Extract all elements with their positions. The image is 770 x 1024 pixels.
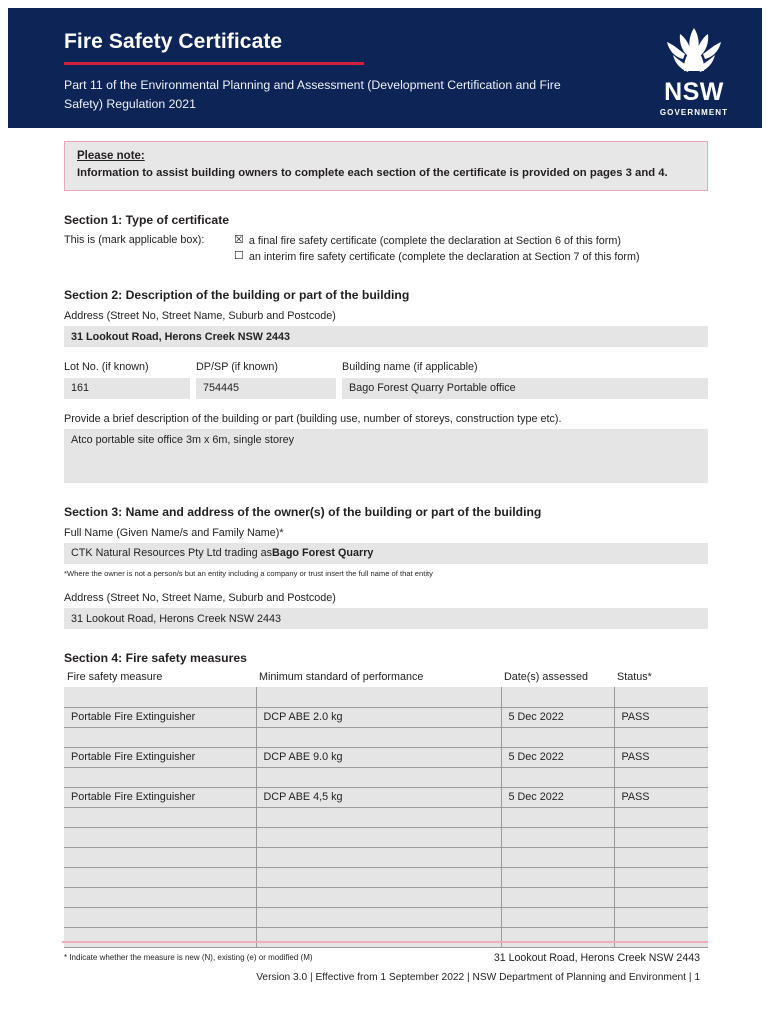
section-2-heading: Section 2: Description of the building or part of the building bbox=[64, 288, 410, 303]
cell-date[interactable] bbox=[501, 907, 614, 927]
cell-measure[interactable] bbox=[64, 807, 256, 827]
owner-fullname-trading-name: Bago Forest Quarry bbox=[272, 547, 374, 560]
cell-status[interactable] bbox=[614, 827, 708, 847]
checkbox-interim-icon[interactable]: ☐ bbox=[234, 250, 244, 263]
owner-address-value[interactable]: 31 Lookout Road, Herons Creek NSW 2443 bbox=[64, 608, 708, 629]
please-note-title: Please note: bbox=[77, 150, 145, 162]
nsw-logo-tagline: GOVERNMENT bbox=[659, 108, 729, 117]
building-name-label: Building name (if applicable) bbox=[342, 361, 478, 374]
cell-measure[interactable] bbox=[64, 767, 256, 787]
checkbox-final-icon[interactable]: ☒ bbox=[234, 233, 244, 246]
certificate-type-interim-option[interactable] bbox=[234, 249, 708, 266]
cell-standard[interactable] bbox=[256, 907, 501, 927]
cell-status[interactable] bbox=[614, 907, 708, 927]
table-row-empty bbox=[64, 807, 708, 827]
title-accent-rule bbox=[64, 62, 364, 65]
owner-fullname-plain: CTK Natural Resources Pty Ltd trading as bbox=[71, 547, 273, 560]
nsw-waratah-icon bbox=[655, 26, 733, 78]
cell-date[interactable] bbox=[501, 887, 614, 907]
cell-status[interactable]: PASS bbox=[614, 747, 708, 767]
cell-standard[interactable]: DCP ABE 4,5 kg bbox=[256, 787, 501, 807]
certificate-type-final-option[interactable] bbox=[234, 233, 708, 250]
cell-status[interactable]: PASS bbox=[614, 787, 708, 807]
cell-standard[interactable] bbox=[256, 827, 501, 847]
table-row-empty bbox=[64, 827, 708, 847]
cell-date[interactable] bbox=[501, 927, 614, 947]
cell-measure[interactable] bbox=[64, 827, 256, 847]
cell-date[interactable] bbox=[501, 827, 614, 847]
cell-standard[interactable] bbox=[256, 807, 501, 827]
cell-date[interactable] bbox=[501, 867, 614, 887]
cell-date[interactable]: 5 Dec 2022 bbox=[501, 747, 614, 767]
cell-status[interactable] bbox=[614, 767, 708, 787]
table-row bbox=[64, 787, 708, 807]
cell-status[interactable] bbox=[614, 927, 708, 947]
cell-status[interactable]: PASS bbox=[614, 707, 708, 727]
cell-standard[interactable] bbox=[256, 887, 501, 907]
please-note-body: Information to assist building owners to complete each section of the certificate is provided on pages 3 and 4. bbox=[77, 167, 668, 179]
document-header bbox=[8, 8, 762, 128]
status-legend-footnote: * Indicate whether the measure is new (N), existing (e) or modified (M) bbox=[64, 952, 313, 962]
page-title: Fire Safety Certificate bbox=[64, 30, 283, 53]
cell-date[interactable]: 5 Dec 2022 bbox=[501, 787, 614, 807]
table-row-empty bbox=[64, 687, 708, 707]
certificate-type-interim-label: an interim fire safety certificate (complete the declaration at Section 7 of this form) bbox=[248, 251, 640, 264]
column-header-standard: Minimum standard of performance bbox=[256, 671, 501, 687]
cell-status[interactable] bbox=[614, 807, 708, 827]
building-description-label: Provide a brief description of the building or part (building use, number of storeys, construction type etc). bbox=[64, 412, 562, 425]
cell-measure[interactable] bbox=[64, 847, 256, 867]
cell-standard[interactable] bbox=[256, 867, 501, 887]
building-address-label: Address (Street No, Street Name, Suburb and Postcode) bbox=[64, 310, 336, 323]
table-row-empty bbox=[64, 727, 708, 747]
cell-standard[interactable]: DCP ABE 2.0 kg bbox=[256, 707, 501, 727]
document-subtitle: Part 11 of the Environmental Planning and Assessment (Development Certification and Fire Safety) Regulation 2021 bbox=[64, 78, 561, 112]
cell-date[interactable]: 5 Dec 2022 bbox=[501, 707, 614, 727]
section-4-heading: Section 4: Fire safety measures bbox=[64, 651, 247, 666]
cell-standard[interactable] bbox=[256, 727, 501, 747]
table-header-row bbox=[64, 671, 708, 687]
column-header-date: Date(s) assessed bbox=[501, 671, 614, 687]
cell-measure[interactable] bbox=[64, 907, 256, 927]
lot-no-value[interactable]: 161 bbox=[64, 378, 190, 399]
cell-measure[interactable]: Portable Fire Extinguisher bbox=[64, 787, 256, 807]
table-row-empty bbox=[64, 847, 708, 867]
cell-status[interactable] bbox=[614, 687, 708, 707]
document-footer bbox=[0, 948, 770, 988]
cell-standard[interactable] bbox=[256, 927, 501, 947]
table-row-empty bbox=[64, 907, 708, 927]
cell-measure[interactable] bbox=[64, 867, 256, 887]
cell-date[interactable] bbox=[501, 767, 614, 787]
nsw-logo-text: NSW bbox=[664, 78, 724, 106]
cell-status[interactable] bbox=[614, 847, 708, 867]
certificate-type-final-label: a final fire safety certificate (complete the declaration at Section 6 of this form) bbox=[248, 234, 621, 247]
table-row-empty bbox=[64, 887, 708, 907]
document-body bbox=[0, 128, 770, 962]
cell-standard[interactable] bbox=[256, 767, 501, 787]
cell-measure[interactable] bbox=[64, 887, 256, 907]
owner-entity-footnote: *Where the owner is not a person/s but an entity including a company or trust insert the full name of that entity bbox=[64, 568, 433, 578]
column-header-status: Status* bbox=[614, 671, 708, 687]
section-3-heading: Section 3: Name and address of the owner(s) of the building or part of the building bbox=[64, 504, 542, 519]
header-text-block bbox=[8, 8, 568, 114]
cell-status[interactable] bbox=[614, 727, 708, 747]
fire-safety-measures-body bbox=[64, 687, 708, 947]
table-row bbox=[64, 747, 708, 767]
cell-measure[interactable]: Portable Fire Extinguisher bbox=[64, 707, 256, 727]
dp-sp-label: DP/SP (if known) bbox=[196, 361, 279, 374]
table-row-empty bbox=[64, 927, 708, 947]
footer-meta: Version 3.0 | Effective from 1 September 2022 | NSW Department of Planning and Environment | 1 bbox=[256, 972, 700, 984]
dp-sp-value[interactable]: 754445 bbox=[196, 378, 336, 399]
section-1-body bbox=[64, 233, 708, 266]
lot-no-label: Lot No. (if known) bbox=[64, 361, 149, 374]
fire-safety-measures-table bbox=[64, 671, 708, 948]
building-address-value[interactable]: 31 Lookout Road, Herons Creek NSW 2443 bbox=[64, 326, 708, 347]
owner-fullname-value[interactable] bbox=[64, 543, 708, 564]
cell-measure[interactable] bbox=[64, 687, 256, 707]
column-header-measure: Fire safety measure bbox=[64, 671, 256, 687]
cell-status[interactable] bbox=[614, 867, 708, 887]
cell-date[interactable] bbox=[501, 727, 614, 747]
footer-divider bbox=[62, 941, 708, 943]
cell-date[interactable] bbox=[501, 847, 614, 867]
nsw-government-logo bbox=[652, 8, 762, 117]
cell-date[interactable] bbox=[501, 807, 614, 827]
section-1-heading: Section 1: Type of certificate bbox=[64, 212, 230, 227]
table-row bbox=[64, 707, 708, 727]
cell-measure[interactable] bbox=[64, 727, 256, 747]
cell-measure[interactable] bbox=[64, 927, 256, 947]
lot-dp-buildingname-row bbox=[64, 359, 708, 398]
table-row-empty bbox=[64, 867, 708, 887]
cell-standard[interactable]: DCP ABE 9.0 kg bbox=[256, 747, 501, 767]
cell-date[interactable] bbox=[501, 687, 614, 707]
section-1-lead-text: This is (mark applicable box): bbox=[64, 233, 205, 246]
cell-measure[interactable]: Portable Fire Extinguisher bbox=[64, 747, 256, 767]
building-name-value[interactable]: Bago Forest Quarry Portable office bbox=[342, 378, 708, 399]
cell-status[interactable] bbox=[614, 887, 708, 907]
footer-address: 31 Lookout Road, Herons Creek NSW 2443 bbox=[493, 952, 700, 964]
cell-standard[interactable] bbox=[256, 847, 501, 867]
please-note-box bbox=[64, 141, 708, 191]
owner-address-label: Address (Street No, Street Name, Suburb and Postcode) bbox=[64, 591, 336, 604]
cell-standard[interactable] bbox=[256, 687, 501, 707]
table-row-empty bbox=[64, 767, 708, 787]
building-description-value[interactable]: Atco portable site office 3m x 6m, single storey bbox=[64, 429, 708, 483]
owner-fullname-label: Full Name (Given Name/s and Family Name)* bbox=[64, 526, 284, 539]
